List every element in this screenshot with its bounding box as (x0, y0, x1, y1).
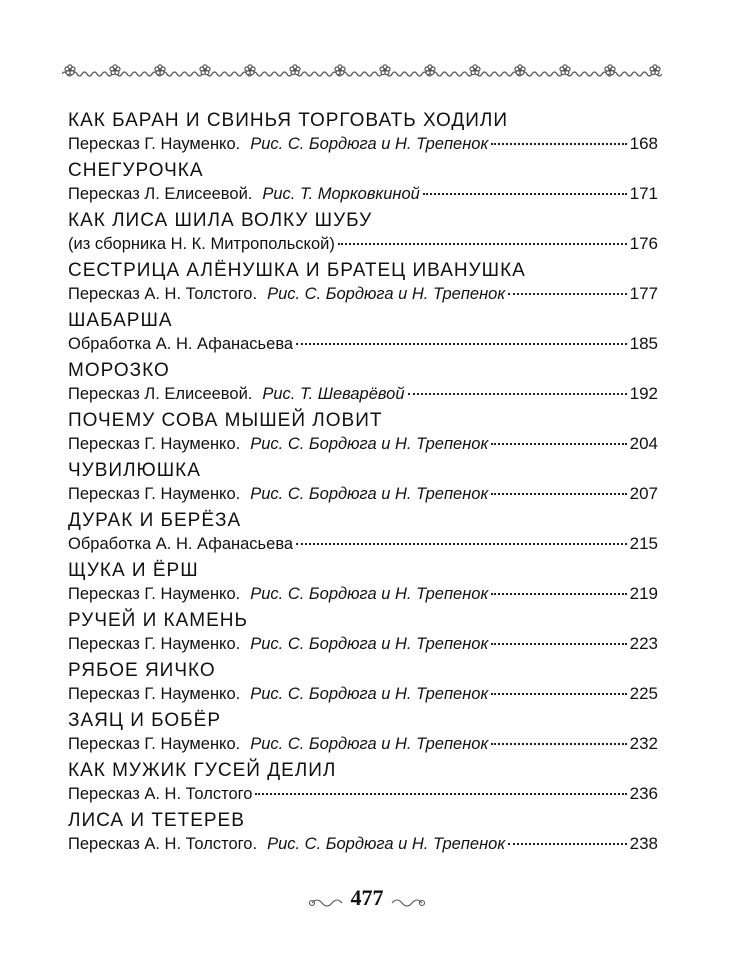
toc-entry (68, 758, 658, 808)
entry-credit-group (68, 784, 252, 804)
entry-page-number: 219 (629, 584, 658, 603)
entry-page-number: 176 (629, 234, 658, 253)
entry-title: СЕСТРИЦА АЛЁНУШКА И БРАТЕЦ ИВАНУШКА (68, 260, 526, 281)
toc-entry (68, 258, 658, 308)
dot-leader (491, 593, 626, 595)
entry-credit: Пересказ Г. Науменко. (68, 435, 241, 453)
entry-page-number: 232 (629, 734, 658, 753)
entry-illustrator: Рис. С. Бордюга и Н. Трепенок (250, 585, 489, 603)
toc-entry (68, 508, 658, 558)
entry-credit: Пересказ Г. Науменко. (68, 685, 241, 703)
entry-details (68, 434, 658, 454)
entry-illustrator: Рис. С. Бордюга и Н. Трепенок (267, 835, 506, 853)
entry-credit-group (68, 634, 488, 654)
dot-leader (296, 343, 627, 345)
entry-title: ПОЧЕМУ СОВА МЫШЕЙ ЛОВИТ (68, 410, 383, 431)
entry-details (68, 284, 658, 304)
entry-page-number: 225 (629, 684, 658, 703)
toc-entry (68, 158, 658, 208)
flower-ornament-icon (290, 65, 300, 75)
entry-credit: Пересказ Г. Науменко. (68, 635, 241, 653)
entry-page-number: 223 (629, 634, 658, 653)
flower-ornament-icon (515, 65, 525, 75)
entry-illustrator: Рис. С. Бордюга и Н. Трепенок (250, 635, 489, 653)
flower-ornament-icon (245, 65, 255, 75)
page-number-ornament (308, 883, 426, 913)
entry-title: ЗАЯЦ И БОБЁР (68, 710, 221, 731)
entry-illustrator: Рис. Т. Морковкиной (262, 185, 420, 203)
entry-details (68, 184, 658, 204)
flower-ornament-icon (650, 65, 660, 75)
entry-illustrator: Рис. С. Бордюга и Н. Трепенок (250, 485, 489, 503)
toc-entry (68, 208, 658, 258)
flower-ornament-icon (155, 65, 165, 75)
entry-credit-group (68, 284, 505, 304)
entry-title: СНЕГУРОЧКА (68, 160, 204, 181)
entry-details (68, 534, 658, 554)
entry-title: РУЧЕЙ И КАМЕНЬ (68, 610, 248, 631)
entry-title: КАК МУЖИК ГУСЕЙ ДЕЛИЛ (68, 760, 337, 781)
dot-leader (491, 493, 626, 495)
entry-details (68, 834, 658, 854)
table-of-contents (68, 108, 658, 858)
entry-credit: Пересказ Г. Науменко. (68, 485, 241, 503)
entry-credit-group (68, 834, 505, 854)
decorative-top-border (62, 60, 662, 84)
entry-page-number: 204 (629, 434, 658, 453)
entry-credit: (из сборника Н. К. Митропольской) (68, 235, 335, 253)
flower-ornament-icon (605, 65, 615, 75)
dot-leader (296, 543, 627, 545)
toc-entry (68, 558, 658, 608)
toc-entry (68, 608, 658, 658)
entry-title: ДУРАК И БЕРЁЗА (68, 510, 242, 531)
entry-title: ШАБАРША (68, 310, 173, 331)
entry-credit: Пересказ Г. Науменко. (68, 135, 241, 153)
entry-credit: Пересказ Л. Елисеевой. (68, 185, 253, 203)
entry-page-number: 236 (629, 784, 658, 803)
entry-details (68, 334, 658, 354)
toc-entry (68, 708, 658, 758)
entry-details (68, 384, 658, 404)
entry-illustrator: Рис. С. Бордюга и Н. Трепенок (267, 285, 506, 303)
toc-entry (68, 108, 658, 158)
entry-credit-group (68, 434, 488, 454)
entry-credit: Пересказ А. Н. Толстого (68, 785, 253, 803)
flower-ornament-icon (110, 65, 120, 75)
dot-leader (491, 693, 626, 695)
entry-illustrator: Рис. С. Бордюга и Н. Трепенок (250, 135, 489, 153)
entry-title: КАК БАРАН И СВИНЬЯ ТОРГОВАТЬ ХОДИЛИ (68, 110, 509, 131)
entry-credit-group (68, 734, 488, 754)
toc-entry (68, 308, 658, 358)
entry-credit: Пересказ Г. Науменко. (68, 735, 241, 753)
entry-title: КАК ЛИСА ШИЛА ВОЛКУ ШУБУ (68, 210, 373, 231)
entry-credit-group (68, 484, 488, 504)
entry-credit-group (68, 384, 405, 404)
flower-ornament-icon (335, 65, 345, 75)
entry-illustrator: Рис. Т. Шеварёвой (262, 385, 405, 403)
entry-credit: Пересказ А. Н. Толстого. (68, 835, 258, 853)
entry-credit: Пересказ Л. Елисеевой. (68, 385, 253, 403)
entry-credit: Пересказ А. Н. Толстого. (68, 285, 258, 303)
entry-page-number: 192 (629, 384, 658, 403)
entry-details (68, 584, 658, 604)
dot-leader (423, 193, 627, 195)
flower-ornament-icon (380, 65, 390, 75)
page-number: 477 (350, 885, 384, 910)
toc-entry (68, 408, 658, 458)
entry-credit-group (68, 184, 420, 204)
flower-ornament-icon (470, 65, 480, 75)
dot-leader (491, 143, 626, 145)
dot-leader (408, 393, 627, 395)
entry-illustrator: Рис. С. Бордюга и Н. Трепенок (250, 685, 489, 703)
entry-credit-group (68, 534, 293, 554)
entry-illustrator: Рис. С. Бордюга и Н. Трепенок (250, 735, 489, 753)
entry-title: ЛИСА И ТЕТЕРЕВ (68, 810, 245, 831)
entry-page-number: 177 (629, 284, 658, 303)
entry-details (68, 134, 658, 154)
entry-details (68, 484, 658, 504)
entry-page-number: 238 (629, 834, 658, 853)
entry-credit-group (68, 334, 293, 354)
entry-page-number: 168 (629, 134, 658, 153)
entry-credit: Пересказ Г. Науменко. (68, 585, 241, 603)
toc-entry (68, 808, 658, 858)
entry-credit: Обработка А. Н. Афанасьева (68, 335, 294, 353)
entry-title: МОРОЗКО (68, 360, 170, 381)
entry-details (68, 734, 658, 754)
entry-title: ЩУКА И ЁРШ (68, 560, 199, 581)
dot-leader (491, 643, 626, 645)
dot-leader (491, 743, 626, 745)
entry-page-number: 185 (629, 334, 658, 353)
entry-credit: Обработка А. Н. Афанасьева (68, 535, 294, 553)
flower-ornament-icon (560, 65, 570, 75)
entry-credit-group (68, 684, 488, 704)
toc-entry (68, 358, 658, 408)
entry-page-number: 215 (629, 534, 658, 553)
entry-credit-group (68, 134, 488, 154)
toc-entry (68, 458, 658, 508)
toc-entry (68, 658, 658, 708)
entry-details (68, 784, 658, 804)
dot-leader (255, 793, 626, 795)
entry-page-number: 207 (629, 484, 658, 503)
dot-leader (491, 443, 626, 445)
dot-leader (508, 843, 626, 845)
entry-details (68, 684, 658, 704)
entry-title: РЯБОЕ ЯИЧКО (68, 660, 216, 681)
dot-leader (338, 243, 627, 245)
entry-title: ЧУВИЛЮШКА (68, 460, 201, 481)
flower-ornament-icon (65, 65, 75, 75)
entry-details (68, 234, 658, 254)
entry-page-number: 171 (629, 184, 658, 203)
entry-illustrator: Рис. С. Бордюга и Н. Трепенок (250, 435, 489, 453)
flower-ornament-icon (425, 65, 435, 75)
dot-leader (508, 293, 626, 295)
flower-ornament-icon (200, 65, 210, 75)
entry-details (68, 634, 658, 654)
entry-credit-group (68, 234, 335, 254)
entry-credit-group (68, 584, 488, 604)
